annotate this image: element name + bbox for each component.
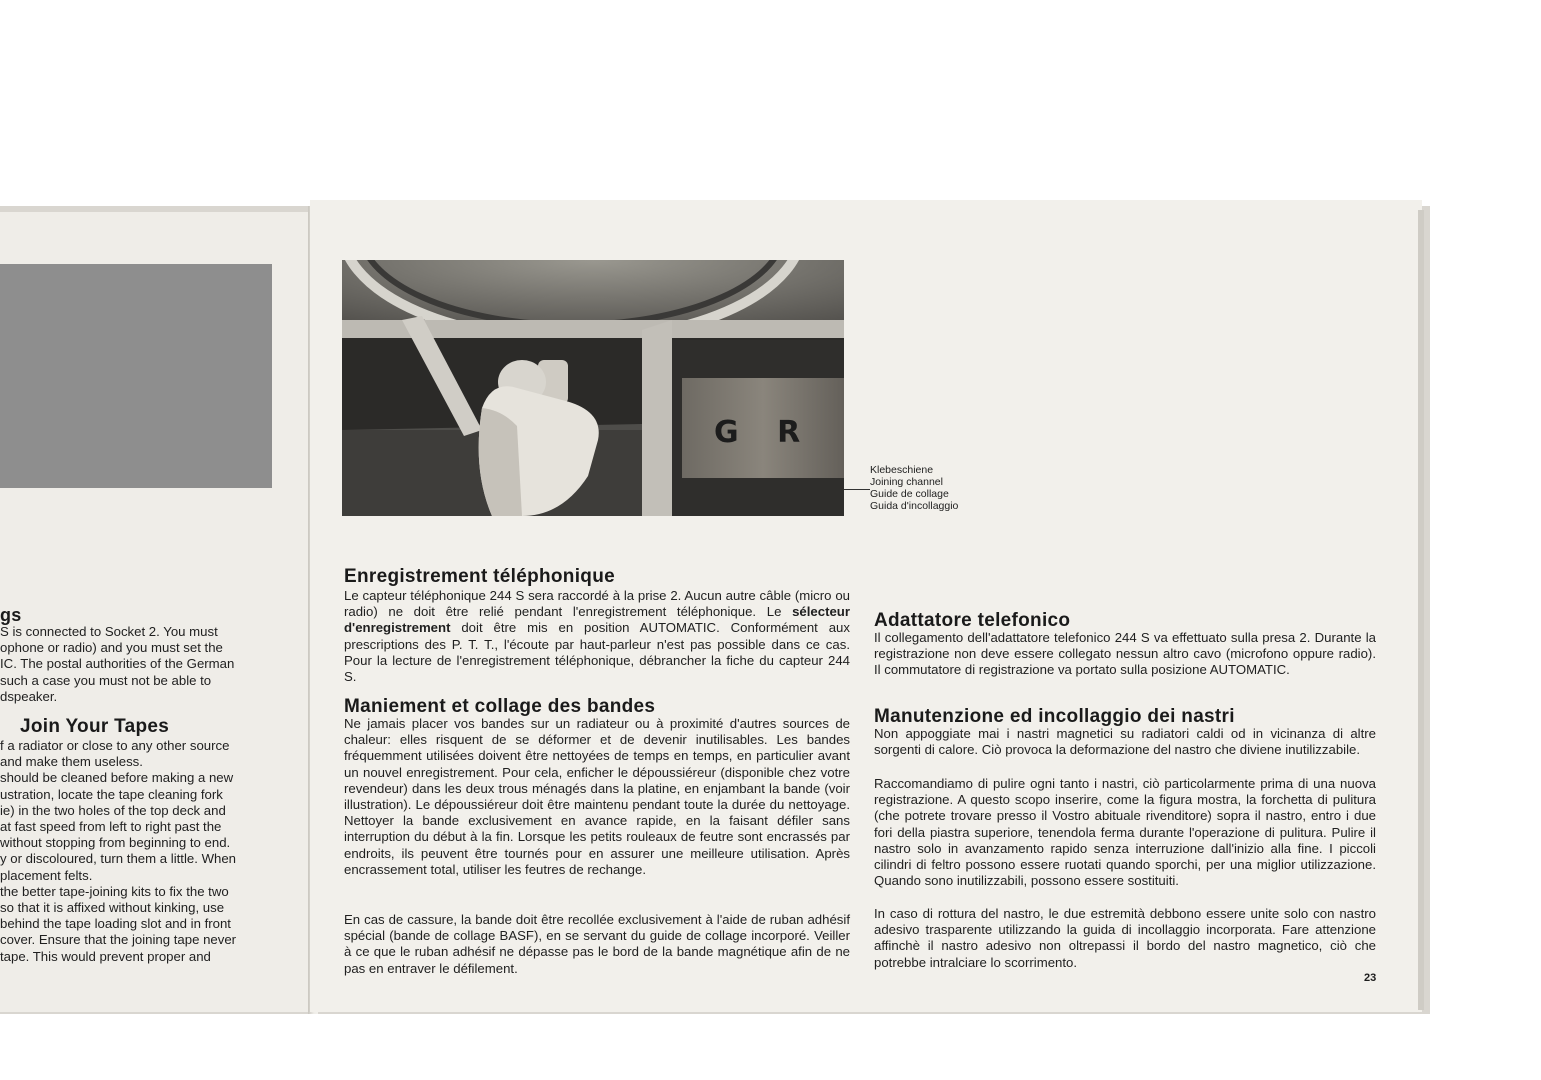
- callout-label-fr: Guide de collage: [870, 488, 949, 500]
- left-p2-line: cover. Ensure that the joining tape never: [0, 932, 237, 948]
- page-edge: [1418, 210, 1424, 1010]
- left-p1-line: such a case you must not be able to: [0, 672, 212, 688]
- it-paragraph-telephone: Il collegamento dell'adattatore telefonico 244 S va effettuato sulla presa 2. Durante la registrazione non deve essere collegato nessun altro cavo (microfono oppure radio). Il commutatore di registrazione va portato sulla posizione AUTOMATIC.: [874, 630, 1376, 678]
- left-p2-line: y or discoloured, turn them a little. When: [0, 851, 237, 867]
- fr-paragraph-telephone: [344, 588, 850, 685]
- left-p1-line: IC. The postal authorities of the German: [0, 656, 235, 672]
- left-p1-line: dspeaker.: [0, 688, 58, 704]
- callout-leader-line: [844, 489, 870, 490]
- left-p2-line: at fast speed from left to right past the: [0, 819, 222, 835]
- it-paragraph-maintenance-1: Non appoggiate mai i nastri magnetici su radiatori caldi od in vicinanza di altre sorgenti di calore. Ciò provoca la deformazione del nastro che diviene inutilizzabile.: [874, 726, 1376, 758]
- fr-p1-bold: sélecteur d'enregistrement: [344, 604, 850, 636]
- callout-label-it: Guida d'incollaggio: [870, 500, 959, 512]
- left-paragraph-2: [0, 738, 280, 965]
- left-p2-line: tape. This would prevent proper and: [0, 948, 211, 964]
- callout-label-en: Joining channel: [870, 476, 943, 488]
- fr-p1-text-end: doit être mis en position AUTOMATIC. Conformément aux prescriptions des P. T. T., l'écoute par haut-parleur n'est pas possible dans ce cas. Pour la lecture de l'enregistrement téléphonique, débrancher la fiche du capteur 244 S.: [344, 620, 850, 685]
- it-paragraph-maintenance-2: Raccomandiamo di pulire ogni tanto i nastri, ciò particolarmente prima di una nuova registrazione. A questo scopo inserire, come la figura mostra, la forchetta di pulitura (che potrete trovare presso il Vostro abituale rivenditore) sopra il nastro, entro i due fori della piastra superiore, tenendola ferma durante l'operazione di pulitura. Pulire il nastro solo in avanzamento rapido senza interruzione dall'inizio alla fine. I piccoli cilindri di feltro possono essere ruotati quando sporchi, per una miglior utilizzazione. Quando sono inutilizzabili, possono essere sostituiti.: [874, 776, 1376, 889]
- it-heading-maintenance: Manutenzione ed incollaggio dei nastri: [874, 706, 1235, 727]
- right-page: [310, 200, 1422, 1012]
- left-page-photo: [0, 264, 272, 488]
- tape-deck-illustration: [342, 260, 844, 516]
- fr-paragraph-handling: Ne jamais placer vos bandes sur un radiateur ou à proximité d'autres sources de chaleur: elles risquent de se déformer et de devenir inutilisables. Les bandes fréquemment utilisées doivent être nettoyées de temps en temps, en particulier avant un nouvel enregistrement. Pour cela, enficher le dépoussiéreur (disponible chez votre revendeur) dans les deux trous ménagés dans la platine, en enjambant la bande (voir illustration). Le dépoussiéreur doit être maintenu pendant toute la durée du nettoyage. Nettoyer la bande exclusivement en avance rapide, en la faisant défiler sans interruption du début à la fin. Lorsque les petits rouleaux de feutre sont encrassés par endroits, ils peuvent être tournés pour en assurer une meilleure utilisation. Après encrassement total, utiliser les feutres de rechange.: [344, 716, 850, 877]
- left-p2-line: and make them useless.: [0, 754, 143, 770]
- fr-heading-handling: Maniement et collage des bandes: [344, 696, 656, 717]
- page-number: 23: [1364, 972, 1377, 984]
- left-p2-line: placement felts.: [0, 867, 93, 883]
- left-page: [0, 212, 318, 1012]
- it-heading-telephone: Adattatore telefonico: [874, 610, 1071, 631]
- left-heading-fragment: gs: [0, 605, 22, 625]
- tape-deck-photo: [342, 260, 844, 516]
- left-p2-line: behind the tape loading slot and in front: [0, 916, 231, 932]
- left-p2-line: ustration, locate the tape cleaning fork: [0, 786, 223, 802]
- left-paragraph-1: [0, 624, 280, 705]
- left-heading-join-tapes: Join Your Tapes: [20, 716, 170, 737]
- left-p2-line: should be cleaned before making a new: [0, 770, 234, 786]
- left-p2-line: f a radiator or close to any other source: [0, 738, 230, 753]
- it-paragraph-splicing: In caso di rottura del nastro, le due estremità debbono essere unite solo con nastro adesivo trasparente utilizzando la guida di incollaggio incorporata. Fare attenzione affinchè il nastro adesivo non oltrepassi il bordo del nastro magnetico, ciò che potrebbe intralciare lo scorrimento.: [874, 906, 1376, 970]
- left-p2-line: the better tape-joining kits to fix the two: [0, 883, 229, 899]
- callout-label-de: Klebeschiene: [870, 464, 934, 476]
- left-p1-line: ophone or radio) and you must set the: [0, 640, 223, 656]
- logo-text: G R: [714, 415, 815, 450]
- left-p2-line: so that it is affixed without kinking, use: [0, 900, 225, 916]
- left-p1-line: S is connected to Socket 2. You must: [0, 624, 218, 639]
- left-p2-line: ie) in the two holes of the top deck and: [0, 802, 226, 818]
- fr-heading-telephone: Enregistrement téléphonique: [344, 566, 615, 587]
- left-p2-line: without stopping from beginning to end.: [0, 835, 231, 851]
- joining-channel-callout: [870, 464, 958, 512]
- fr-p1-text: Le capteur téléphonique 244 S sera raccordé à la prise 2. Aucun autre câble (micro ou radio) ne doit être relié pendant l'enregistrement téléphonique. Le: [344, 588, 850, 620]
- fr-paragraph-splicing: En cas de cassure, la bande doit être recollée exclusivement à l'aide de ruban adhésif spécial (bande de collage BASF), en se servant du guide de collage incorporé. Veiller à ce que le ruban adhésif ne dépasse pas le bord de la bande magnétique afin de ne pas en entraver le défilement.: [344, 912, 850, 976]
